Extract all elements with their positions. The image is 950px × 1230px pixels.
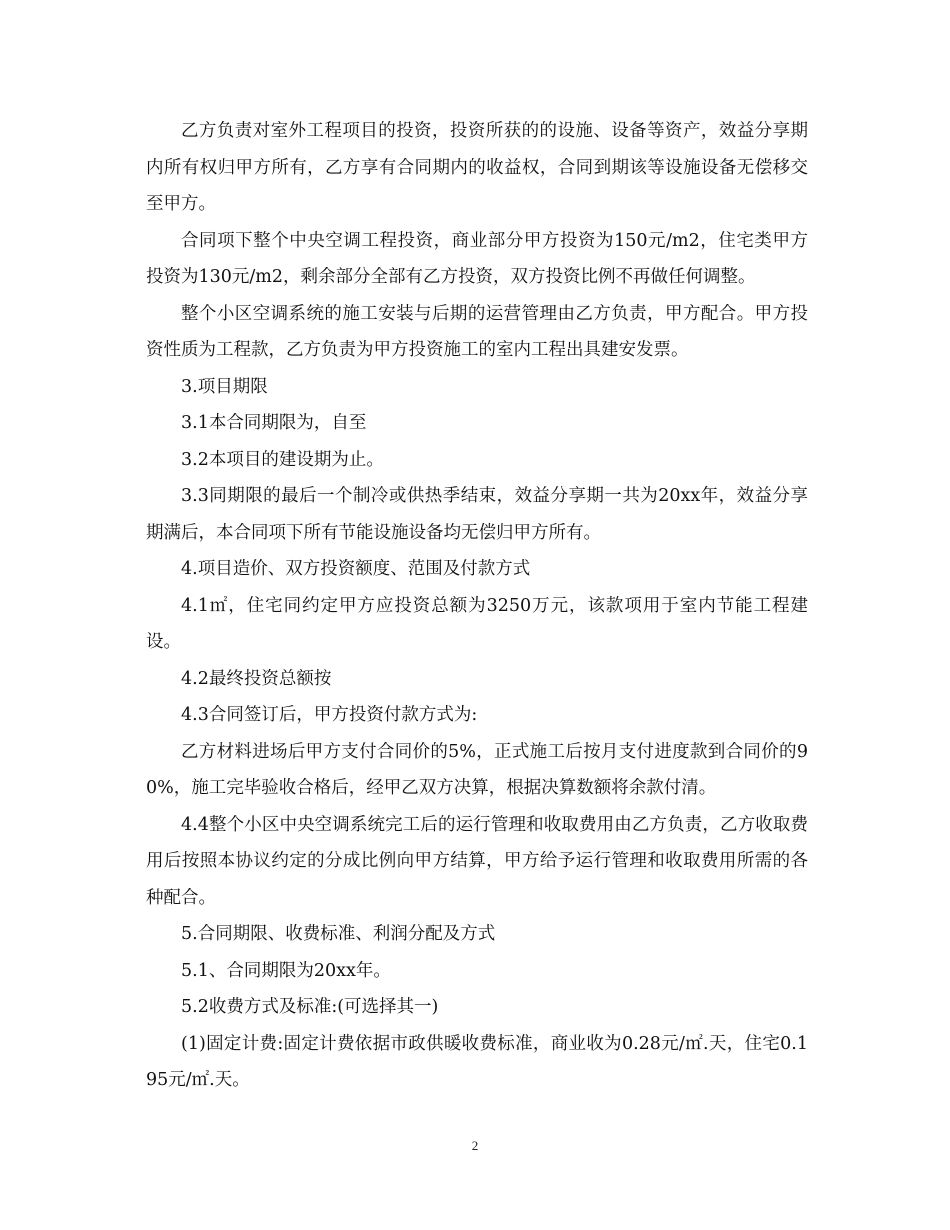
- clause: 3.1本合同期限为，自至: [181, 413, 367, 433]
- section-heading: 5.合同期限、收费标准、利润分配及方式: [181, 924, 496, 944]
- paragraph: 乙方材料进场后甲方支付合同价的5%，正式施工后按月支付进度款到合同价的90%，施工完毕验收合格后，经甲乙双方决算，根据决算数额将余款付清。: [146, 741, 808, 798]
- clause: 4.4整个小区中央空调系统完工后的运行管理和收取费用由乙方负责，乙方收取费用后按照本协议约定的分成比例向甲方结算，甲方给予运行管理和收取费用所需的各种配合。: [146, 814, 808, 908]
- clause: 3.3同期限的最后一个制冷或供热季结束，效益分享期一共为20xx年，效益分享期满后，本合同项下所有节能设施设备均无偿归甲方所有。: [146, 486, 808, 543]
- paragraph: 乙方负责对室外工程项目的投资，投资所获的的设施、设备等资产，效益分享期内所有权归甲方所有，乙方享有合同期内的收益权，合同到期该等设施设备无偿移交至甲方。: [146, 121, 808, 214]
- section-heading: 4.项目造价、双方投资额度、范围及付款方式: [181, 559, 531, 579]
- section-heading: 3.项目期限: [181, 376, 268, 397]
- clause: 5.1、合同期限为20xx年。: [181, 960, 391, 981]
- clause: 4.3合同签订后，甲方投资付款方式为:: [181, 705, 478, 725]
- page-number: 2: [471, 1138, 479, 1153]
- clause: 4.1㎡，住宅同约定甲方应投资总额为3250万元，该款项用于室内节能工程建设。: [146, 595, 808, 652]
- clause: 3.2本项目的建设期为止。: [181, 449, 384, 470]
- clause: (1)固定计费:固定计费依据市政供暖收费标准，商业收为0.28元/㎡.天，住宅0.195元/㎡.天。: [146, 1033, 808, 1090]
- clause: 5.2收费方式及标准:(可选择其一): [181, 997, 439, 1017]
- paragraph: 合同项下整个中央空调工程投资，商业部分甲方投资为150元/m2，住宅类甲方投资为130元/m2，剩余部分全部有乙方投资，双方投资比例不再做任何调整。: [146, 230, 808, 287]
- document-body: [146, 113, 808, 1099]
- clause: 4.2最终投资总额按: [181, 668, 332, 689]
- paragraph: 整个小区空调系统的施工安装与后期的运营管理由乙方负责，甲方配合。甲方投资性质为工程款，乙方负责为甲方投资施工的室内工程出具建安发票。: [146, 303, 808, 360]
